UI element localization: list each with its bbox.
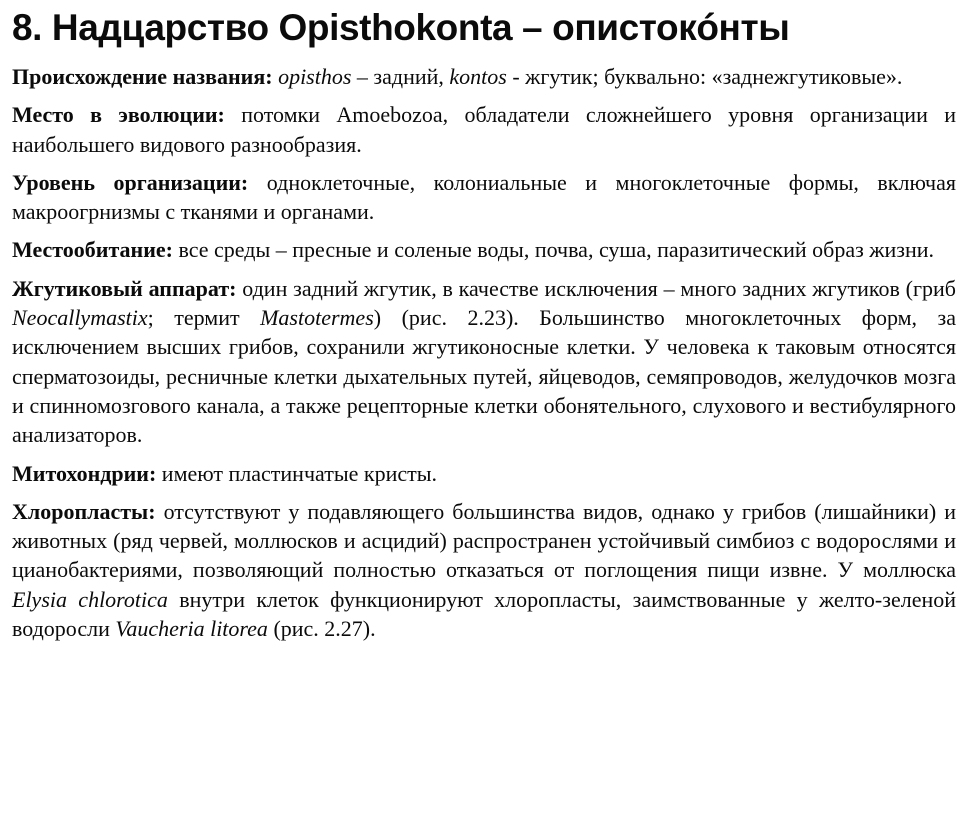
organization-paragraph	[12, 168, 956, 227]
evolution-paragraph	[12, 100, 956, 159]
origin-term-kontos: kontos	[449, 64, 507, 89]
origin-label: Происхождение названия:	[12, 64, 273, 89]
chloroplasts-term-vaucheria: Vaucheria litorea	[115, 616, 268, 642]
chloroplasts-label: Хлоропласты:	[12, 498, 156, 524]
origin-term-opisthos: opisthos	[278, 64, 352, 89]
flagellar-text-1: один задний жгутик, в качестве исключения – много задних жгутиков (гриб	[236, 275, 956, 301]
habitat-text: все среды – пресные и соленые воды, почва, суша, паразитический образ жизни.	[172, 237, 935, 263]
origin-paragraph	[12, 62, 956, 91]
flagellar-label: Жгутиковый аппарат:	[12, 275, 237, 301]
flagellar-term-mastotermes: Mastotermes	[260, 305, 374, 331]
section-title: 8. Надцарство Opisthokonta – опистокóнты	[12, 7, 790, 48]
chloroplasts-text-1: отсутствуют у подавляющего большинства видов, однако у грибов (лишайники) и животных (ряд червей, моллюсков и асцидий) распространен устойчивый симбиоз с водорослями и цианобактериями, позволяющий полностью отказаться от поглощения пищи извне. У моллюска	[12, 498, 956, 583]
flagellar-paragraph	[12, 274, 956, 450]
mitochondria-text: имеют пластинчатые кристы.	[156, 460, 438, 486]
textbook-page	[12, 4, 956, 819]
habitat-paragraph	[12, 235, 956, 264]
origin-text-2: – задний,	[351, 64, 450, 89]
evolution-label: Место в эволюции:	[12, 102, 225, 128]
flagellar-term-neocallymastix: Neocallymastix	[12, 305, 148, 331]
habitat-label: Местообитание:	[12, 237, 173, 263]
mitochondria-paragraph	[12, 459, 956, 488]
flagellar-text-2: ; термит	[147, 305, 261, 331]
chloroplasts-term-elysia: Elysia chlorotica	[12, 586, 168, 612]
chloroplasts-paragraph	[12, 497, 956, 643]
chloroplasts-text-2: внутри клеток функционируют хлоропласты, заимствованные у желто-зеленой водоросли	[12, 586, 957, 642]
flagellar-text-3: ) (рис. 2.23). Большинство многоклеточных форм, за исключением высших грибов, сохранили жгутиконосные клетки. У человека к таковым относятся сперматозоиды, ресничные клетки дыхательных путей, яйцеводов, семяпроводов, желудочков мозга и спинномозгового канала, а также рецепторные клетки обонятельного, слухового и вестибулярного анализаторов.	[12, 305, 957, 448]
organization-text: одноклеточные, колониальные и многоклеточные формы, включая макроогрнизмы с тканями и органами.	[12, 169, 956, 225]
evolution-text: потомки Amoebozoa, обладатели сложнейшего уровня организации и наибольшего видового разнообразия.	[12, 102, 957, 157]
chloroplasts-text-3: (рис. 2.27).	[267, 616, 376, 642]
mitochondria-label: Митохондрии:	[12, 460, 157, 486]
organization-label: Уровень организации:	[12, 169, 249, 195]
origin-text-3: - жгутик; буквально: «заднежгутиковые».	[506, 64, 903, 89]
